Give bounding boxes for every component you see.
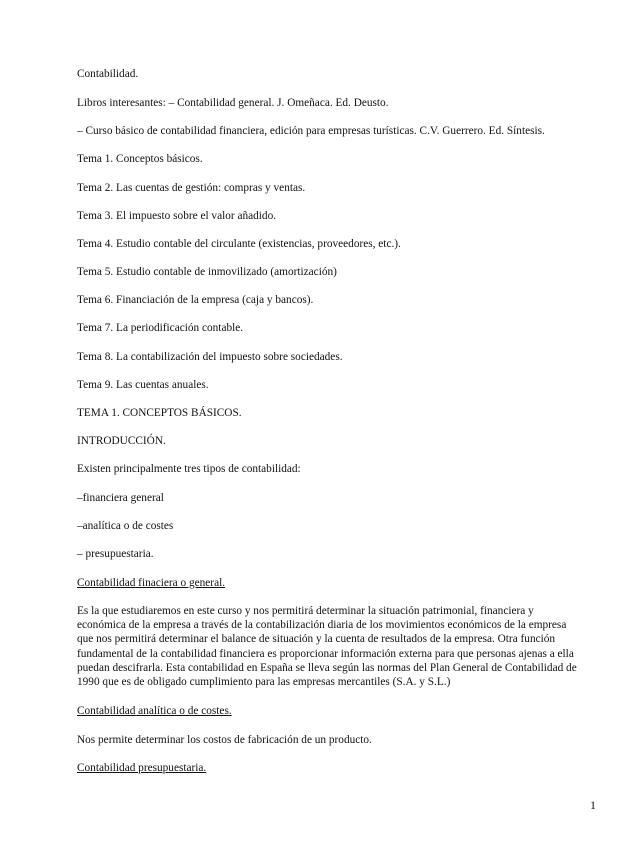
paragraph-line: 1990 que es de obligado cumplimiento para las empresas mercantiles (S.A. y S.L.) <box>77 676 451 689</box>
books-line-2: – Curso básico de contabilidad financiera, edición para empresas turísticas. C.V. Guerrero. Ed. Síntesis. <box>77 125 545 137</box>
topic-item: Tema 2. Las cuentas de gestión: compras y ventas. <box>77 182 306 194</box>
topic-item: Tema 5. Estudio contable de inmovilizado (amortización) <box>77 266 337 278</box>
books-line-1: Libros interesantes: – Contabilidad general. J. Omeñaca. Ed. Deusto. <box>77 97 389 109</box>
budget-heading: Contabilidad presupuestaria. <box>77 762 207 774</box>
section-heading: TEMA 1. CONCEPTOS BÁSICOS. <box>77 407 242 419</box>
type-item: –financiera general <box>77 492 164 504</box>
document-title: Contabilidad. <box>77 68 139 80</box>
type-item: –analítica o de costes <box>77 520 174 532</box>
topic-item: Tema 8. La contabilización del impuesto sobre sociedades. <box>77 351 343 363</box>
type-item: – presupuestaria. <box>77 548 154 560</box>
topic-item: Tema 7. La periodificación contable. <box>77 322 244 334</box>
paragraph-line: económica de la empresa a través de la contabilización diaria de los movimientos económicos de la empresa <box>77 619 567 632</box>
topic-item: Tema 9. Las cuentas anuales. <box>77 379 209 391</box>
page-number: 1 <box>590 798 596 812</box>
topic-item: Tema 6. Financiación de la empresa (caja y bancos). <box>77 294 314 306</box>
topic-item: Tema 3. El impuesto sobre el valor añadido. <box>77 210 277 222</box>
paragraph-line: puedan descifrarla. Esta contabilidad en España se lleva según las normas del Plan General de Contabilidad de <box>77 661 577 674</box>
paragraph-line: fundamental de la contabilidad financiera es proporcionar información externa para que personas ajenas a ella <box>77 647 574 660</box>
intro-text: Existen principalmente tres tipos de contabilidad: <box>77 463 301 475</box>
topic-item: Tema 4. Estudio contable del circulante (existencias, proveedores, etc.). <box>77 238 401 250</box>
paragraph-line: que nos permitirá determinar el balance de situación y la cuenta de resultados de la empresa. Otra función <box>77 633 556 646</box>
intro-heading: INTRODUCCIÓN. <box>77 435 166 447</box>
financial-paragraph <box>77 604 577 689</box>
financial-heading: Contabilidad finaciera o general. <box>77 577 226 589</box>
analytical-heading: Contabilidad analítica o de costes. <box>77 705 232 717</box>
paragraph-line: Es la que estudiaremos en este curso y nos permitirá determinar la situación patrimonial, financiera y <box>77 605 534 617</box>
analytical-text: Nos permite determinar los costos de fabricación de un producto. <box>77 734 372 746</box>
topic-item: Tema 1. Conceptos básicos. <box>77 153 203 165</box>
